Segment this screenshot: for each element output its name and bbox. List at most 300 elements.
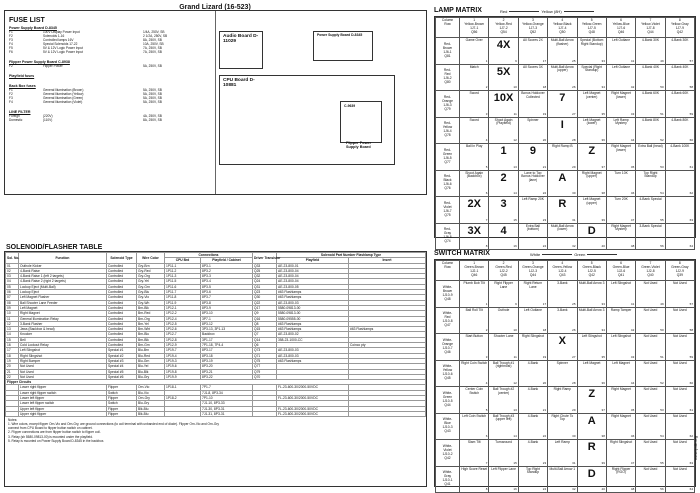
row-header-text: Blue — [444, 421, 451, 426]
column-header-text: Yellow-Violet — [641, 21, 660, 26]
solenoid-cell: Q25 — [253, 268, 277, 273]
solenoid-cell: Controlled — [107, 321, 137, 326]
column-header-text: 1J2-4 — [558, 268, 567, 273]
cell-number: 28 — [572, 381, 576, 386]
solenoid-cell: Controlled — [107, 332, 137, 337]
solenoid-cell: Controlled — [107, 337, 137, 342]
cell-number: 39 — [601, 460, 605, 465]
cell-number: 4 — [485, 138, 488, 143]
fuse-cell: 100V Display Power Input — [43, 30, 80, 35]
lamp-cell — [489, 170, 518, 197]
cell-label: Sword — [469, 91, 479, 95]
switch-cell — [606, 413, 635, 440]
solenoid-cell: #63 Flashlamps — [277, 327, 349, 332]
switch-cell — [489, 281, 518, 308]
cell-number: 14 — [513, 434, 517, 439]
power-supply-board — [313, 31, 373, 61]
switch-row — [436, 281, 695, 308]
cell-symbol: 10X — [493, 92, 514, 104]
switch-cell — [606, 281, 635, 308]
cell-number: 12 — [513, 381, 517, 386]
cell-number: 62 — [689, 434, 693, 439]
solenoid-cell: Q9 — [253, 311, 277, 316]
solenoid-heading: SOLENOID/FLASHER TABLE — [6, 244, 103, 251]
fuse-cell: 1/4A, 250V, SB — [143, 30, 165, 35]
switch-cell — [460, 440, 489, 467]
cell-number: 9 — [515, 58, 517, 63]
cell-label: Top Right Standup — [525, 466, 540, 475]
cell-number: 60 — [689, 138, 693, 143]
cell-number: 1 — [485, 301, 488, 306]
lamp-row-header — [436, 144, 460, 171]
cell-number: 31 — [572, 217, 576, 222]
cell-number: 51 — [660, 354, 664, 359]
cell-number: 16 — [513, 244, 517, 249]
lamp-cell — [577, 144, 606, 171]
solenoid-cell: Q23 — [253, 290, 277, 295]
lamp-matrix — [434, 16, 696, 249]
solenoid-cell: 1P12-7 — [165, 332, 201, 337]
fuse-cell: F1 — [9, 30, 13, 35]
lamp-cell — [460, 223, 489, 250]
solenoid-cell: 8P3-21 — [201, 369, 253, 374]
fuse-section-title: Power Supply Board D-8345 — [9, 26, 57, 30]
fuse-divider — [215, 11, 216, 194]
row-header-text: 1J6-8 — [443, 235, 452, 240]
cell-number: 25 — [572, 301, 576, 306]
column-header-text: Green-Blue — [612, 264, 630, 269]
switch-cell — [636, 334, 665, 361]
cell-symbol: 7 — [559, 92, 566, 104]
fuse-heading: FUSE LIST — [9, 17, 45, 24]
cell-number: 26 — [572, 85, 576, 90]
cell-label: Outhole — [497, 307, 510, 312]
cell-symbol: Z — [588, 145, 596, 157]
column-header-text: 4 — [561, 261, 564, 265]
lamp-cell — [548, 197, 577, 224]
lamp-column-header — [665, 18, 694, 38]
lamp-cell — [489, 197, 518, 224]
lamp-cell — [636, 223, 665, 250]
solenoid-cell: 8P3-1 — [201, 263, 253, 268]
solenoid-cell: Q79 — [253, 369, 277, 374]
fuse-cell: F3 — [9, 96, 13, 101]
cell-number: 35 — [601, 111, 605, 116]
cell-label: 4-Bank — [527, 413, 539, 418]
solenoid-cell: Gry-Org — [137, 274, 165, 279]
column-header-text: Green-Brown — [464, 264, 484, 269]
cell-number: 56 — [660, 487, 664, 492]
switch-cell — [518, 466, 547, 493]
cell-number: 21 — [542, 164, 547, 169]
solenoid-cell: Knocker — [19, 332, 107, 337]
cell-label: Lane to Top Bonus Holdover (lane) — [521, 170, 545, 183]
cell-label: Ball Trough #3 (upper left) — [492, 413, 515, 422]
fuse-cell: Domestic — [9, 118, 23, 123]
solenoid-cell: 21 — [6, 369, 19, 374]
cell-label: Left Coin Switch — [462, 413, 487, 418]
solenoid-cell: Special #6 — [107, 374, 137, 379]
lamp-row — [436, 170, 695, 197]
solenoid-cell: Controlled — [107, 263, 137, 268]
switch-cell — [636, 466, 665, 493]
flipper-cell: 1P18-2 — [165, 396, 201, 401]
solenoid-cell: Controlled — [107, 279, 137, 284]
lamp-cell — [636, 64, 665, 91]
lamp-cell — [636, 38, 665, 65]
solenoid-cell: 1P11-3 — [165, 274, 201, 279]
cell-label: 4-Bank 60K — [641, 91, 660, 95]
row-header-text: Green — [442, 394, 453, 399]
flipper-cell: Upper right flipper — [19, 411, 107, 416]
switch-cell — [460, 307, 489, 334]
column-header-text: 1J7-6 — [616, 25, 626, 30]
fuse-cell: General Illumination (Green) — [43, 96, 84, 101]
switch-cell — [665, 281, 694, 308]
cell-label: Turn 10K — [614, 170, 628, 175]
row-header-text: 1J10-5 — [442, 398, 453, 403]
solenoid-cell: Q8 — [253, 321, 277, 326]
row-header-text: Q76 — [444, 186, 451, 191]
cell-number: 47 — [630, 460, 635, 465]
column-header-text: Green-Violet — [641, 264, 660, 269]
solenoid-cell: 01 — [6, 263, 19, 268]
solenoid-cell: Lockup Eject (Multi-Ball) — [19, 284, 107, 289]
row-header-text: White- — [442, 443, 453, 448]
cell-number: 50 — [660, 328, 664, 333]
cell-label: Slam Tilt — [467, 440, 481, 444]
cell-number: 15 — [513, 460, 517, 465]
solenoid-cell: 8P3-22 — [201, 374, 253, 379]
solenoid-cell: Controlled — [107, 274, 137, 279]
switch-cell — [489, 307, 518, 334]
switch-cell — [548, 334, 577, 361]
switch-column-header — [548, 261, 577, 281]
cell-number: 42 — [630, 328, 635, 333]
switch-row — [436, 307, 695, 334]
cell-label: Not Used — [672, 440, 687, 444]
lamp-cell — [636, 197, 665, 224]
solenoid-cell: Controlled — [107, 305, 137, 310]
row-header-text: 1J10-6 — [442, 372, 453, 377]
switch-matrix-table — [435, 260, 695, 493]
cell-label: 4-Bank 80K — [671, 117, 689, 122]
lamp-row — [436, 223, 695, 250]
cell-label: Not Used — [672, 281, 687, 285]
solenoid-cell: 1P12-1 — [165, 305, 201, 310]
cell-symbol: 5X — [496, 65, 511, 78]
cell-number: 24 — [542, 244, 547, 249]
cell-number: 2 — [485, 328, 488, 333]
cell-label: 4-Bank — [527, 360, 539, 365]
lamp-cell — [577, 197, 606, 224]
row-header-text: Red- — [443, 174, 452, 179]
flipper-cell — [165, 411, 201, 416]
lamp-matrix-table — [435, 17, 695, 250]
row-header-text: Red- — [443, 121, 452, 126]
cell-label: Right Flipper Lane — [494, 281, 513, 289]
solenoid-cell: 3P7-1 — [201, 316, 253, 321]
cell-label: Turn 20K — [614, 197, 628, 201]
switch-cell — [548, 360, 577, 387]
cell-symbol: R — [587, 441, 596, 453]
solenoid-cell: 4-Bank Raise — [19, 268, 107, 273]
switch-cell — [518, 281, 547, 308]
fuse-cell: 5A, 250V, SB — [143, 88, 162, 93]
solenoid-note: 5. Relay is mounted on Power Supply Board D-8345 in the backbox. — [8, 438, 105, 443]
cell-symbol: 3 — [500, 198, 507, 210]
solenoid-cell: #63 Flashlamps — [277, 295, 349, 300]
cell-label: 4-Bank 30K — [641, 38, 660, 42]
fuse-list-panel — [4, 10, 427, 195]
cell-symbol: A — [587, 414, 596, 427]
fuse-cell: 5V & 12V Logic Power Input — [43, 46, 83, 51]
column-header-text: 1J7-3 — [528, 25, 538, 30]
solenoid-table — [5, 252, 426, 417]
row-header-text: Red- — [443, 227, 452, 232]
solenoid-header: Playfield — [277, 258, 349, 263]
switch-cell — [460, 387, 489, 414]
part-number-header: Solenoid Part Number Flashlamp Type — [277, 253, 426, 258]
solenoid-cell: Controlled — [107, 316, 137, 321]
cell-label: Not Used — [643, 466, 658, 471]
solenoid-cell: Brn-Grn — [137, 343, 165, 348]
solenoid-cell: Left Slingshot — [19, 348, 107, 353]
cell-label: Left Outlane — [612, 38, 631, 42]
solenoid-cell: Cold Lockout Relay — [19, 343, 107, 348]
solenoid-cell: 1P19-3 — [165, 358, 201, 363]
column-header-text: Q45 — [500, 272, 507, 277]
lamp-cell — [606, 223, 635, 250]
cell-label: Left Outlane — [523, 307, 542, 312]
column-header-text: 1J2-1 — [470, 268, 479, 273]
solenoid-cell: 1P19-4 — [165, 353, 201, 358]
lamp-cell — [460, 197, 489, 224]
column-header-text: Q54 — [500, 29, 507, 34]
row-header-text: Violet — [443, 204, 452, 209]
solenoid-cell: 13 — [6, 327, 19, 332]
solenoid-cell: 19 — [6, 358, 19, 363]
flipper-cell: Lower left flipper — [19, 396, 107, 401]
switch-cell — [577, 440, 606, 467]
solenoid-cell: Q31 — [253, 284, 277, 289]
lamp-cell — [665, 197, 694, 224]
row-header-text: Red- — [443, 68, 452, 73]
row-header-text: Red- — [443, 200, 452, 205]
cell-symbol: 2 — [500, 171, 507, 184]
switch-cell — [665, 307, 694, 334]
column-header-text: Q43 — [559, 272, 566, 277]
psu-board-label: Power Supply Board D-8345 — [317, 33, 363, 37]
cell-label: Sword — [469, 117, 479, 122]
switch-cell — [548, 387, 577, 414]
flipper-cell: Lower left flipper switch — [19, 401, 107, 406]
cell-label: Right Ramp — [553, 387, 572, 391]
cell-number: 41 — [630, 58, 635, 63]
cell-label: Multi-Ball Arrow (upper) — [550, 64, 574, 73]
row-header-text: Gray — [443, 474, 452, 479]
lamp-row-header — [436, 91, 460, 118]
cell-label: Spinner — [527, 117, 539, 122]
solenoid-header: Wire Color — [137, 253, 165, 264]
fuse-cell: 5V & 12V Logic Power Input — [43, 50, 83, 55]
switch-wire-white: White — [530, 252, 541, 257]
cell-number: 48 — [630, 244, 635, 249]
row-header-text: Orange — [442, 98, 453, 103]
column-header-text: 1J2-3 — [528, 268, 538, 273]
flipper-circuits-header: Flipper Circuits — [6, 380, 426, 385]
solenoid-cell: 1P12-5 — [165, 321, 201, 326]
row-header-text: Brown — [442, 45, 453, 50]
cell-label: Right Flipper (RGO) — [611, 466, 631, 475]
cell-label: Not Used — [643, 413, 658, 418]
cell-label: Ball In Play — [465, 144, 483, 148]
lamp-cell — [548, 170, 577, 197]
cell-label: 4-Bank — [527, 387, 539, 391]
solenoid-note: 3. Relay (sh 5580-09813-00) is mounted under the playfield. — [8, 434, 93, 439]
column-header-text: 5 — [590, 261, 593, 265]
lamp-cell — [636, 91, 665, 118]
switch-cell — [548, 281, 577, 308]
lamp-cell — [518, 64, 547, 91]
column-header-text: Q42 — [676, 29, 683, 34]
row-header-text: Red- — [443, 41, 452, 46]
solenoid-cell: Brn-Blu — [137, 332, 165, 337]
cell-label: Not Used — [643, 360, 658, 365]
solenoid-cell: 1P12-6 — [165, 327, 201, 332]
flipper-cell — [253, 411, 277, 416]
switch-cell — [460, 360, 489, 387]
solenoid-header: Solenoid Type — [107, 253, 137, 264]
lamp-wire-red: Red — [500, 9, 508, 14]
corner-column-label: Column — [441, 261, 454, 265]
lamp-cell — [548, 223, 577, 250]
cell-number: 60 — [689, 381, 693, 386]
switch-row-header — [436, 307, 460, 334]
fuse-cell: F2 — [9, 92, 13, 97]
cell-label: Right Slingshot — [521, 334, 545, 338]
solenoid-cell: 17 — [6, 348, 19, 353]
solenoid-cell: Right Slingshot — [19, 353, 107, 358]
solenoid-cell: 1P19-9 — [165, 374, 201, 379]
flipper-cell: Blu-Gry — [137, 401, 165, 406]
cell-number: 30 — [572, 191, 576, 196]
switch-cell — [489, 413, 518, 440]
switch-cell — [606, 360, 635, 387]
row-header-text: 1J10-8 — [442, 319, 453, 324]
cell-number: 44 — [630, 381, 635, 386]
cell-symbol: D — [587, 467, 596, 480]
lamp-cell — [606, 64, 635, 91]
lamp-cell — [548, 64, 577, 91]
cell-label: Right Slingshot — [609, 440, 633, 444]
switch-cell — [548, 440, 577, 467]
solenoid-cell: #63 Flashlamps — [349, 327, 426, 332]
cell-label: 4-Bank Special — [639, 197, 662, 201]
column-header-text: Green-Yellow — [552, 264, 573, 269]
column-header-text: Yellow-Red — [495, 21, 512, 26]
fuse-cell: 8A, 250V, SB — [143, 118, 162, 123]
cell-symbol: 4 — [500, 224, 507, 237]
column-header-text: 1J2-8 — [646, 268, 655, 273]
cell-number: 15 — [513, 217, 517, 222]
solenoid-cell: Blu-Blk — [137, 369, 165, 374]
solenoid-cell: Controlled — [107, 343, 137, 348]
lamp-column-header — [518, 18, 547, 38]
cell-symbol: X — [558, 335, 566, 347]
cell-number: 23 — [542, 217, 547, 222]
cell-number: 29 — [572, 164, 576, 169]
flipper-cell: 7P1-7 — [201, 385, 253, 390]
fuse-cell: 5A, 250V, SB — [143, 96, 162, 101]
cell-label: Top Right Standup — [643, 170, 658, 179]
cell-number: 11 — [513, 111, 517, 116]
switch-column-header — [489, 261, 518, 281]
solenoid-header: Driver Transistor — [253, 253, 277, 264]
cell-label: Center Coin Switch — [465, 387, 483, 395]
cell-number: 61 — [689, 164, 693, 169]
solenoid-cell: Gry-Vio — [137, 295, 165, 300]
row-header-text: 1J10-7 — [442, 345, 453, 350]
column-header-text: Q46 — [471, 272, 478, 277]
lamp-column-header — [489, 18, 518, 38]
fuse-cell: F6 — [9, 50, 13, 55]
switch-row-header — [436, 440, 460, 467]
solenoid-cell: Gry-Wh — [137, 300, 165, 305]
fuse-cell: 2 1/2A, 250V, SB — [143, 34, 168, 39]
column-header-text: 1J7-5 — [587, 25, 596, 30]
cell-number: 30 — [572, 434, 576, 439]
cell-label: Ball Trough #1 (rightmost) — [492, 360, 515, 369]
solenoid-cell: 1P11-7 — [165, 290, 201, 295]
row-header-text: Q75 — [444, 212, 451, 217]
cell-symbol: D — [587, 224, 596, 237]
fuse-cell: General Illumination (Yellow) — [43, 92, 84, 97]
fuse-cell: F3 — [9, 38, 13, 43]
solenoid-cell: 12 — [6, 321, 19, 326]
switch-cell — [636, 440, 665, 467]
solenoid-cell: AE-23-800-01 — [277, 263, 349, 268]
cell-number: 13 — [513, 164, 517, 169]
switch-cell — [518, 360, 547, 387]
flipper-row — [6, 411, 426, 416]
solenoid-cell: Controlled — [107, 295, 137, 300]
switch-cell — [460, 466, 489, 493]
column-header-text: 7 — [649, 261, 652, 265]
column-header-text: 2 — [502, 261, 505, 265]
column-header-text: 1 — [473, 18, 476, 22]
cell-label: Left Ramp 20K — [521, 197, 544, 201]
solenoid-cell: 358-23-1000-CC — [277, 337, 349, 342]
cell-number: 35 — [601, 354, 605, 359]
solenoid-cell: 5580-09813-00 — [277, 311, 349, 316]
cell-number: 29 — [572, 407, 576, 412]
solenoid-cell: 1P19-7 — [165, 348, 201, 353]
fuse-cell: 4A, 250V, SB — [143, 114, 162, 119]
solenoid-cell: Special #5 — [107, 369, 137, 374]
lamp-cell — [665, 91, 694, 118]
solenoid-cell: Q17 — [253, 305, 277, 310]
cell-number: 63 — [689, 217, 693, 222]
solenoid-cell: 1P11-5 — [165, 279, 201, 284]
row-header-text: Q80 — [444, 80, 451, 85]
row-header-text: Q78 — [444, 133, 451, 138]
cell-label: Not Used — [643, 440, 658, 444]
fuse-cell: (110V) — [43, 118, 53, 123]
cell-number: 41 — [630, 301, 635, 306]
flipper-cell: FL-23-600-30/2000-50VDC — [277, 406, 349, 411]
lamp-cell — [548, 144, 577, 171]
